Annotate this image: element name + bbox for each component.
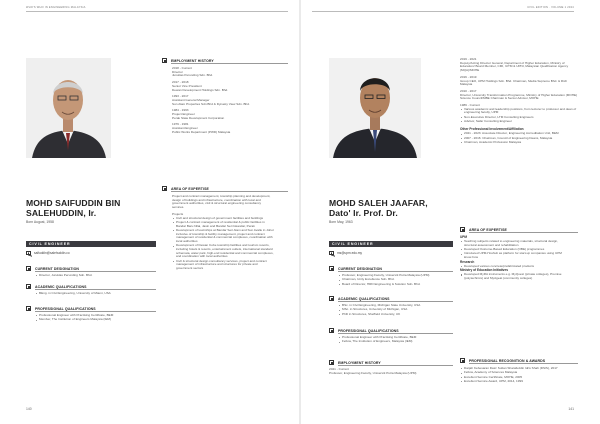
header-rule-right bbox=[312, 11, 574, 12]
list-item: Fellow, Academy of Sciences Malaysia bbox=[460, 371, 568, 375]
section-title: PROFESSIONAL QUALIFICATIONS bbox=[35, 306, 96, 311]
list-item: Development of Dewan Cobe township facilities and tourism resorts, including hotels & resorts, entertainment outlets, international standard schemata, water park, high-end residential and commercial complexes, and coordination with local authorities bbox=[172, 244, 274, 259]
born-date-right: Born May, 1963 bbox=[329, 220, 353, 224]
list-item: 2007 - 2016: Chairman, Council of Engineering Deans, Malaysia bbox=[460, 137, 578, 141]
employment-entry: 1984 - 1993 Project Engineer Perak State Development Corporation bbox=[172, 108, 225, 120]
name-line-2: SALEHUDDIN, Ir. bbox=[26, 208, 97, 218]
list-item: Member, The Institution of Engineers Malaysia (IEM) bbox=[35, 318, 135, 322]
list-item: Development of townships at Bandar Seri Alam and Sun Avalle in Johor inclusive of township & facility management, project and contract management of residential & commercial complexes, coordination with local authorities bbox=[172, 229, 274, 244]
other-involvement-list bbox=[460, 132, 578, 144]
graduation-cap-icon bbox=[26, 284, 31, 289]
moe-list bbox=[460, 273, 568, 280]
page-number-left: 140 bbox=[26, 407, 32, 411]
history-list bbox=[460, 108, 578, 124]
email-link-left[interactable]: saifuddin@salehuddin.co bbox=[34, 251, 70, 256]
list-item: BEng. in Civil Engineering, University of Miami, USA bbox=[35, 292, 135, 296]
section-employment-left bbox=[162, 58, 288, 135]
employment-entry: 2018 - Current Director Juruklas Perunding Sdn. Bhd. bbox=[172, 66, 213, 78]
research-list bbox=[460, 265, 568, 269]
section-title: AREA OF EXPERTISE bbox=[469, 227, 507, 232]
upm-label: UPM bbox=[460, 235, 468, 239]
section-title: ACADEMIC QUALIFICATIONS bbox=[338, 296, 390, 301]
email-row-right bbox=[329, 251, 453, 256]
list-item: Developed Outcome-Based Education (OBE) programmes bbox=[460, 248, 568, 252]
graduation-cap-icon bbox=[329, 296, 334, 301]
list-item: PhD in Structures, Sheffield University, UK bbox=[338, 313, 433, 317]
person-name-left bbox=[26, 198, 120, 218]
list-item: Fellow, The Institution of Engineers, Malaysia (IEM) bbox=[338, 340, 433, 344]
section-title: PROFESSIONAL QUALIFICATIONS bbox=[338, 328, 399, 333]
list-item: Professional Engineer with Practising Certificate, BEM bbox=[338, 336, 433, 340]
page-gutter bbox=[299, 0, 301, 424]
list-item: MSc. in Structures, University of Michigan, USA bbox=[338, 308, 433, 312]
list-item: 2021 - 2023: Associate Director, Engineering Accreditation Unit, BEM bbox=[460, 132, 578, 136]
list-item: Non-Executive Director, LTM Consulting Engineers bbox=[460, 116, 578, 120]
employment-history-continued: 2019 - 2021 Deputy/Acting Director General, Department of Higher Education, Ministry of Education/ Board Member, CMI, IUTM & UPNI, Malaysian Qualification Agency (MQA)/MOHE 2016 - 2019 Group CEO, UPM Holdings Sdn. Bhd. Chairman, Media Supreme Bhd. & Rich Malaysia 2010 - 2017 Director, University Transformation Programme, Ministry of Higher Education (MOHE) Science Council/MBE Chairman & Senior Advisor, MOHE 1989 - Current Various academic and leadership positions, from lecturer to professor and dean of engineering faculty, UPM Non-Executive Director, LTM Consulting Engineers Advisor, Safar Consulting Engineer Other Professional Involvement/Affiliation 2021 - 2023: Associate Director, Engineering Accreditation Unit, BEM 2007 - 2016: Chairman, Council of Engineering Deans, Malaysia Chairman, Academic Profession Malaysia bbox=[460, 57, 578, 144]
list-item: Professional Engineer with Practising Certificate, BEM bbox=[35, 314, 135, 318]
building-icon bbox=[329, 360, 334, 365]
professional-list bbox=[35, 314, 135, 322]
briefcase-icon bbox=[329, 266, 334, 271]
gear-icon bbox=[162, 186, 167, 191]
email-link-right[interactable]: ms@upm.edu.my bbox=[337, 251, 363, 256]
section-professional-left bbox=[26, 306, 156, 323]
running-header-right: CIVIL EDITION · VOLUME 1 2024 bbox=[527, 6, 574, 9]
discipline-band-right: CIVIL ENGINEER bbox=[329, 241, 453, 247]
research-label: Research bbox=[460, 259, 475, 264]
list-item: Chairman, Academic Profession Malaysia bbox=[460, 141, 578, 145]
discipline-band-left: CIVIL ENGINEER bbox=[26, 241, 156, 247]
section-expertise-right bbox=[460, 227, 578, 281]
section-title: ACADEMIC QUALIFICATIONS bbox=[35, 284, 87, 289]
moe-label: Ministry of Education Initiatives bbox=[460, 268, 508, 273]
section-title: EMPLOYMENT HISTORY bbox=[171, 58, 214, 63]
recognition-list bbox=[460, 367, 568, 384]
list-item: Excellent Service Award, UPM, 2014, 1999 bbox=[460, 380, 568, 384]
list-item: Chairman, Unity Excellence Sdn. Bhd. bbox=[338, 278, 433, 282]
name-line-1: MOHD SAIFUDDIN BIN bbox=[26, 198, 121, 208]
email-icon bbox=[26, 251, 31, 255]
list-item: Developed various concrete/prefabricated products bbox=[460, 265, 568, 269]
section-title: AREA OF EXPERTISE bbox=[171, 186, 209, 191]
list-item: Introduced UPM-Hoshub as platform for start-up companies using UPM know-how bbox=[460, 252, 568, 259]
list-item: Project & contract management of residential & public facilities in Bandar Baru Nilai, Jasin and Bandar Seri Iskandar, Perak bbox=[172, 221, 274, 228]
born-date-left: Born August, 1958 bbox=[26, 220, 54, 224]
section-current-designation-right bbox=[329, 266, 453, 287]
list-item: Civil & structural design consultancy services, project and contract management of infrastructure and structures for private and government sectors bbox=[172, 260, 274, 271]
list-item: Professor, Engineering Faculty, Universiti Putra Malaysia (UPM) bbox=[338, 274, 433, 278]
employment-entry: 2017 - 2018 Senior Vice President Dewan Development Holdings Sdn. Bhd. bbox=[172, 80, 229, 92]
academic-list bbox=[35, 292, 135, 296]
section-title: EMPLOYMENT HISTORY bbox=[338, 360, 381, 365]
upm-list bbox=[460, 240, 568, 260]
employment-entries bbox=[172, 67, 272, 135]
section-professional-right bbox=[329, 328, 453, 345]
academic-list bbox=[338, 304, 433, 316]
building-icon bbox=[162, 58, 167, 63]
portrait-photo-right bbox=[329, 58, 421, 158]
header-rule-left bbox=[26, 11, 288, 12]
list-item: Developed MyRA instruments e.g. MyQuest (private colleges), Premise (polytechnics) and MyAgeat (community colleges) bbox=[460, 273, 568, 280]
gear-icon bbox=[460, 227, 465, 232]
person-name-right bbox=[329, 198, 428, 218]
list-item: Teaching subjects related to engineering materials, structural design, structural assessment and rehabilitation bbox=[460, 240, 568, 247]
professional-list bbox=[338, 336, 433, 344]
list-item: Board of Director, HRD Engineering & Solution Sdn. Bhd. bbox=[338, 283, 433, 287]
employment-entries: 2021 - Current Professor, Engineering Faculty, Universiti Putra Malaysia (UPM) bbox=[329, 367, 417, 375]
running-header-left: WHO'S WHO IN ENGINEERING MALAYSIA bbox=[26, 6, 86, 9]
section-expertise-left bbox=[162, 186, 288, 271]
list-item: Director, Juruklas Perunding Sdn. Bhd. bbox=[35, 274, 156, 278]
projects-label: Projects bbox=[172, 211, 184, 216]
employment-entry: 1979 - 1981 Assistant Engineer Public Works Department (PWD) Malaysia bbox=[172, 122, 231, 134]
section-recognition-right bbox=[460, 358, 578, 384]
certificate-icon bbox=[329, 328, 334, 333]
list-item: Civil and structural design of government facilities and buildings bbox=[172, 217, 274, 221]
page-number-right: 141 bbox=[568, 407, 574, 411]
section-title: CURRENT DESIGNATION bbox=[35, 266, 80, 271]
certificate-icon bbox=[26, 306, 31, 311]
name-line-1: MOHD SALEH JAAFAR, bbox=[329, 198, 428, 208]
section-title: CURRENT DESIGNATION bbox=[338, 266, 383, 271]
other-involvement-label: Other Professional Involvement/Affiliation bbox=[460, 127, 524, 132]
list-item: BSc. in Civil Engineering, Michigan State University, USA bbox=[338, 304, 433, 308]
list-item: Darjah Kebesaran Dato' Sultan Sharafuddin Idris Shah (DSIS), 2017 bbox=[460, 367, 568, 371]
portrait-photo-left bbox=[26, 58, 111, 158]
list-item: Advisor, Safar Consulting Engineer bbox=[460, 120, 578, 124]
name-line-2: Dato' Ir. Prof. Dr. bbox=[329, 208, 398, 218]
projects-list bbox=[172, 217, 274, 271]
section-title: PROFESSIONAL RECOGNITION & AWARDS bbox=[469, 358, 546, 363]
expertise-intro: Project and contract management, township planning and development, design of buildings and infrastructure, coordination with local and government authorities, civil & structural engineering consultancy services. bbox=[172, 194, 271, 210]
designation-list bbox=[35, 274, 156, 278]
section-academic-right bbox=[329, 296, 453, 317]
briefcase-icon bbox=[26, 266, 31, 271]
section-academic-left bbox=[26, 284, 156, 296]
employment-entry: 1993 - 2017 Assistant General Manager Sun Alam Properties Sdn Bhd & Dynasty View Sdn. Bhd. bbox=[172, 94, 250, 106]
list-item: Various academic and leadership positions, from lecturer to professor and dean of engineering faculty, UPM bbox=[460, 108, 578, 115]
award-icon bbox=[460, 358, 465, 363]
designation-list bbox=[338, 274, 433, 286]
section-current-designation-left bbox=[26, 266, 156, 278]
email-row-left bbox=[26, 251, 156, 256]
list-item: Excellent Service Certificate, MOHE, 2005 bbox=[460, 376, 568, 380]
section-employment-right bbox=[329, 360, 453, 375]
email-icon bbox=[329, 251, 334, 255]
